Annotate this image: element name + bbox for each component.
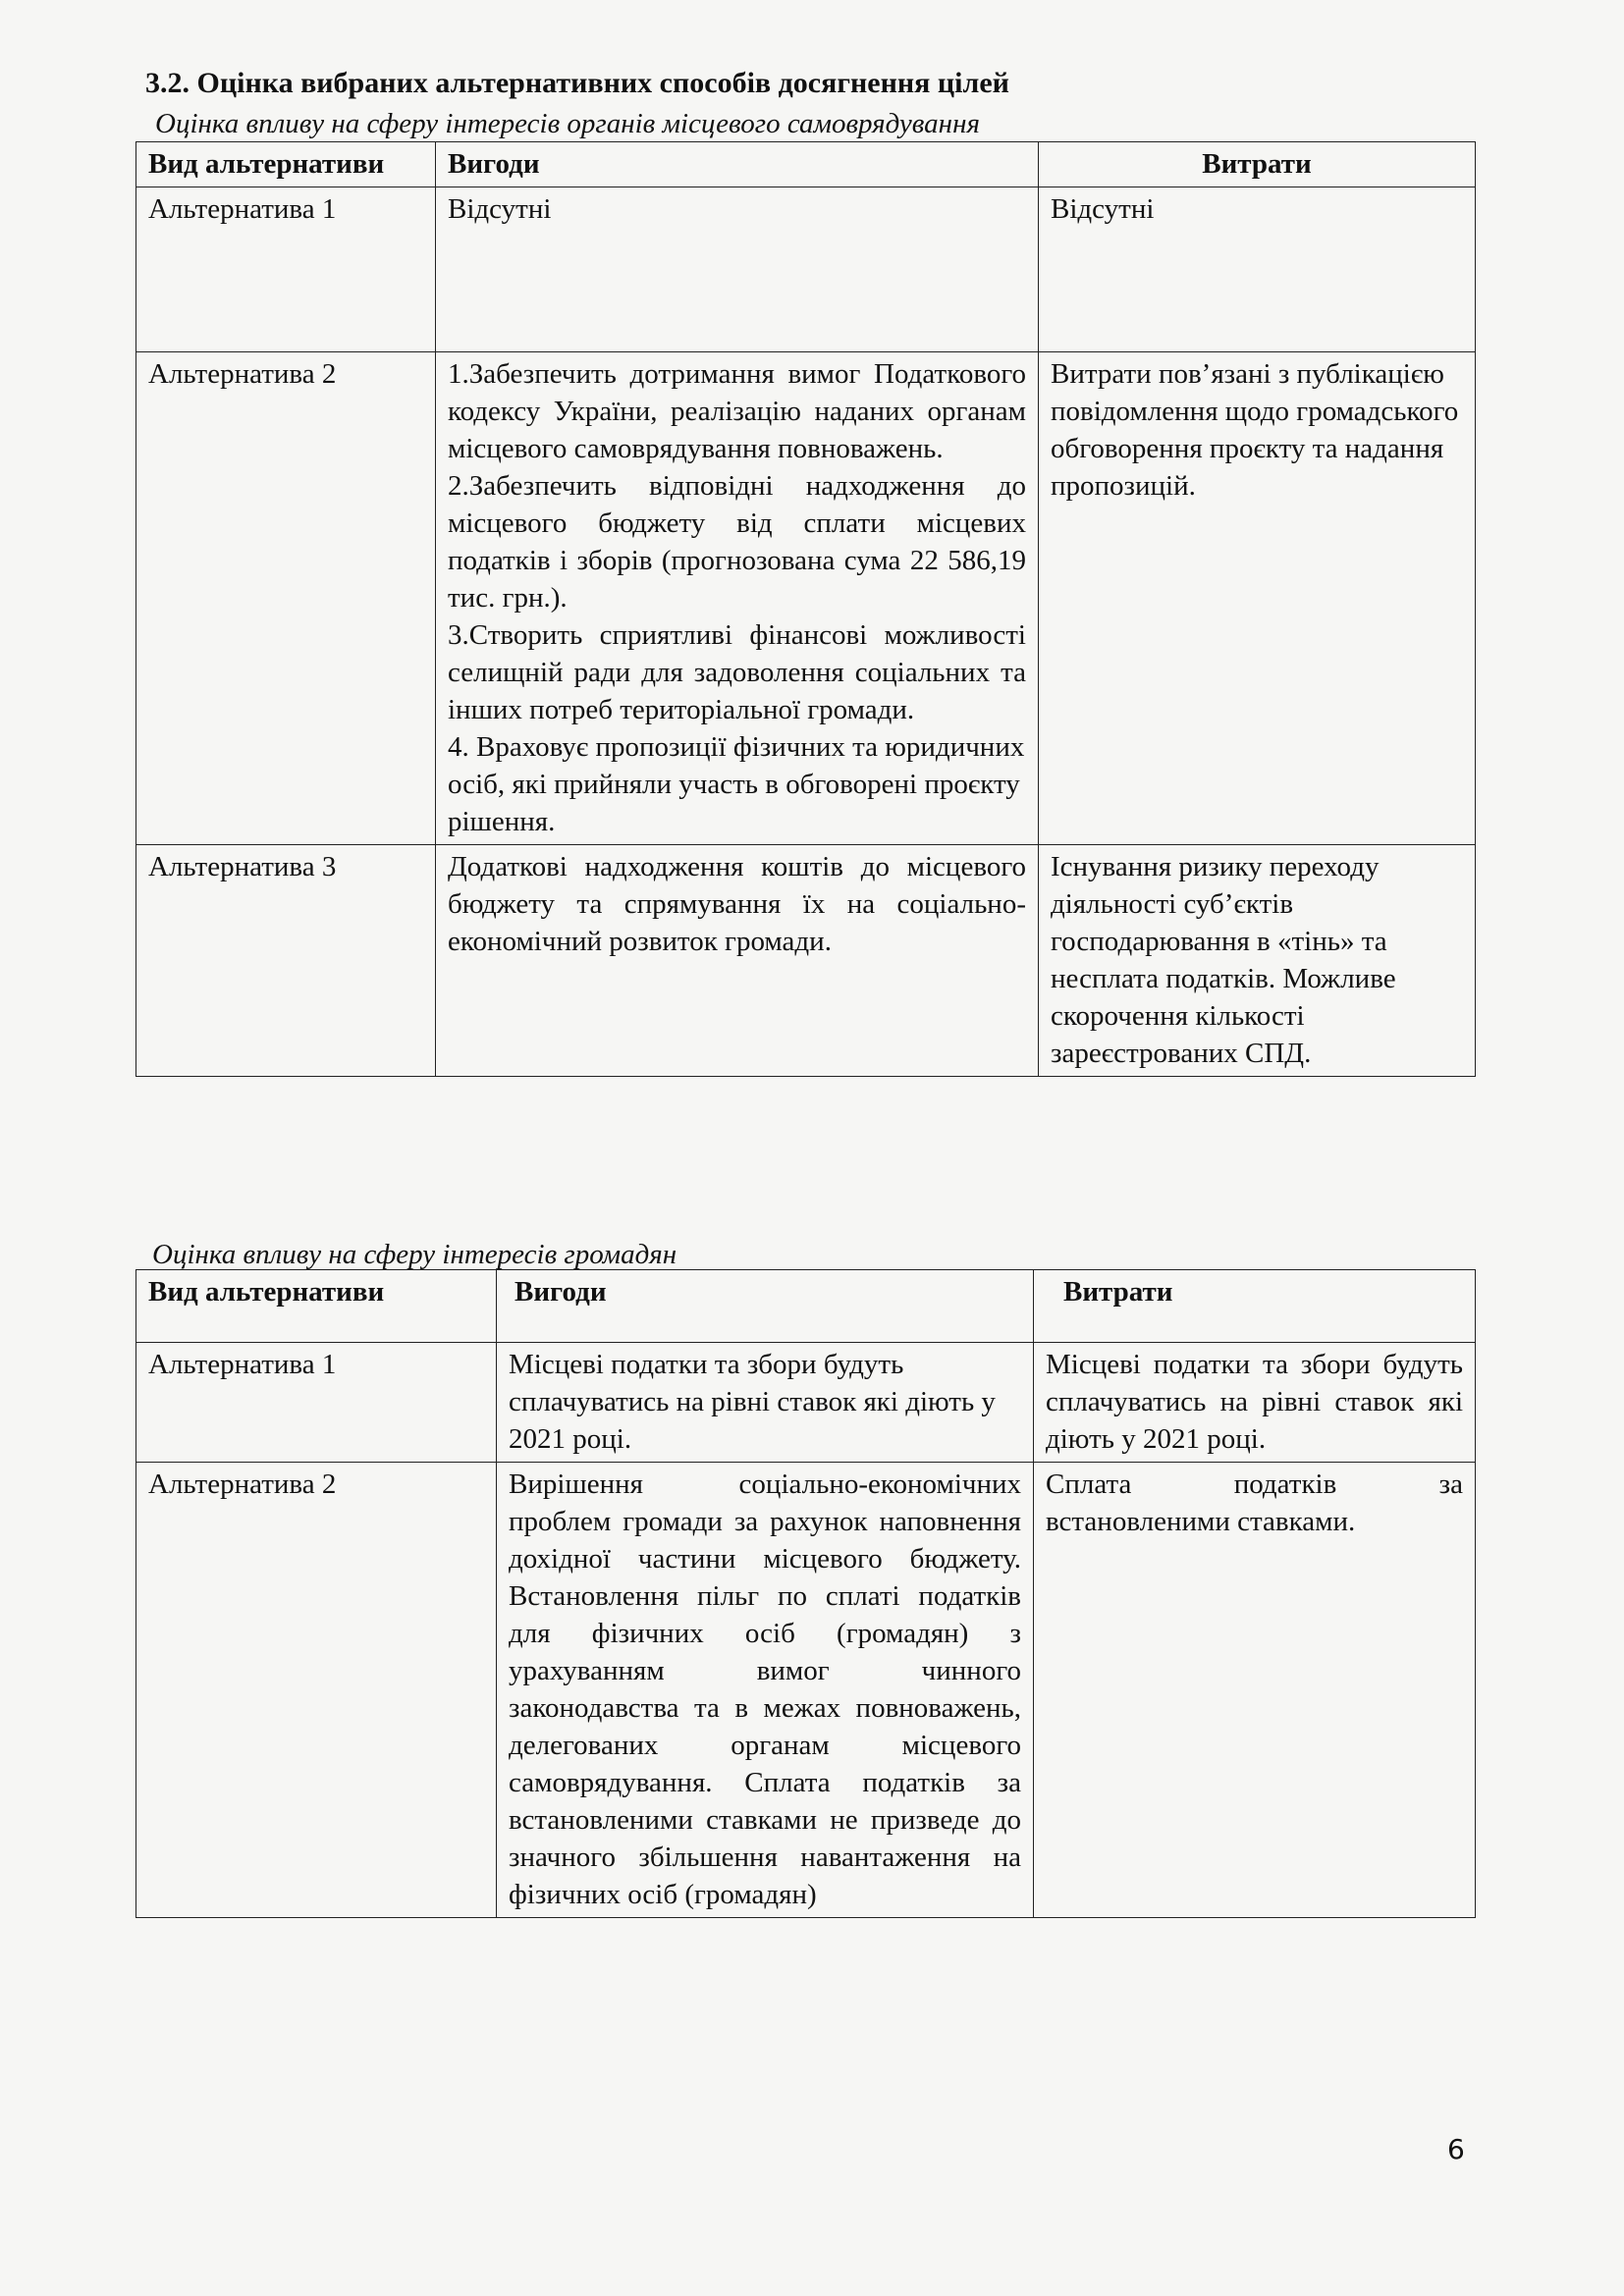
table-row	[136, 1463, 1476, 1918]
table-row	[136, 845, 1476, 1077]
cost-text: Витрати пов’язані з публікацією повідомлення щодо громадського обговорення проєкту та надання пропозицій.	[1051, 358, 1459, 502]
table-row	[136, 352, 1476, 845]
cost-text: Сплата податків за встановленими ставками.	[1046, 1468, 1463, 1537]
cost-text: Існування ризику переходу діяльності суб’єктів господарювання в «тінь» та несплата податків. Можливе скорочення кількості зареєстрованих СПД.	[1051, 851, 1396, 1069]
costs-cell	[1039, 845, 1476, 1077]
header-benefits: Вигоди	[497, 1270, 1034, 1343]
alternative-label: Альтернатива 2	[136, 1463, 497, 1918]
alternative-label: Альтернатива 3	[136, 845, 436, 1077]
table-local-government-impact	[135, 141, 1476, 1077]
table-row	[136, 187, 1476, 352]
benefit-text: Відсутні	[448, 193, 552, 225]
costs-cell	[1039, 187, 1476, 352]
costs-cell	[1034, 1463, 1476, 1918]
costs-cell	[1039, 352, 1476, 845]
table-header-row	[136, 1270, 1476, 1343]
costs-cell	[1034, 1343, 1476, 1463]
benefit-item: 2.Забезпечить відповідні надходження до місцевого бюджету від сплати місцевих податків і зборів (прогнозована сума 22 586,19 тис. грн.).	[448, 470, 1026, 614]
benefits-cell	[436, 845, 1039, 1077]
alternative-label: Альтернатива 2	[136, 352, 436, 845]
cost-text: Відсутні	[1051, 193, 1155, 225]
section-title: 3.2. Оцінка вибраних альтернативних способів досягнення цілей	[145, 67, 1009, 99]
benefits-cell	[436, 187, 1039, 352]
benefit-text: Вирішення соціально-економічних проблем громади за рахунок наповнення дохідної частини місцевого бюджету. Встановлення пільг по сплаті податків для фізичних осіб (громадян) з урахуванням вимог чинного законодавства та в межах повноважень, делегованих органам місцевого самоврядування. Сплата податків за встановленими ставками не призведе до значного збільшення навантаження на фізичних осіб (громадян)	[509, 1468, 1021, 1910]
table-header-row	[136, 142, 1476, 187]
table-row	[136, 1343, 1476, 1463]
benefit-item: 4. Враховує пропозиції фізичних та юридичних осіб, які прийняли участь в обговорені проєкту рішення.	[448, 731, 1025, 837]
table2-caption: Оцінка впливу на сферу інтересів громадян	[152, 1239, 677, 1270]
benefits-cell	[497, 1343, 1034, 1463]
table-citizens-impact	[135, 1269, 1476, 1918]
header-benefits: Вигоди	[436, 142, 1039, 187]
alternative-label: Альтернатива 1	[136, 1343, 497, 1463]
benefit-text: Місцеві податки та збори будуть сплачуватись на рівні ставок які діють у 2021 році.	[509, 1349, 996, 1455]
alternative-label: Альтернатива 1	[136, 187, 436, 352]
page-number: 6	[1447, 2133, 1465, 2165]
header-alternative-type: Вид альтернативи	[136, 142, 436, 187]
benefits-cell	[497, 1463, 1034, 1918]
benefits-cell	[436, 352, 1039, 845]
benefit-item: 1.Забезпечить дотримання вимог Податкового кодексу України, реалізацію наданих органам місцевого самоврядування повноважень.	[448, 358, 1026, 464]
benefit-text: Додаткові надходження коштів до місцевого бюджету та спрямування їх на соціально-економічний розвиток громади.	[448, 851, 1026, 957]
header-costs: Витрати	[1034, 1270, 1476, 1343]
header-alternative-type: Вид альтернативи	[136, 1270, 497, 1343]
benefit-item: 3.Створить сприятливі фінансові можливості селищній ради для задоволення соціальних та інших потреб територіальної громади.	[448, 619, 1026, 725]
header-costs: Витрати	[1039, 142, 1476, 187]
cost-text: Місцеві податки та збори будуть сплачуватись на рівні ставок які діють у 2021 році.	[1046, 1349, 1463, 1455]
table1-caption: Оцінка впливу на сферу інтересів органів місцевого самоврядування	[155, 108, 980, 139]
